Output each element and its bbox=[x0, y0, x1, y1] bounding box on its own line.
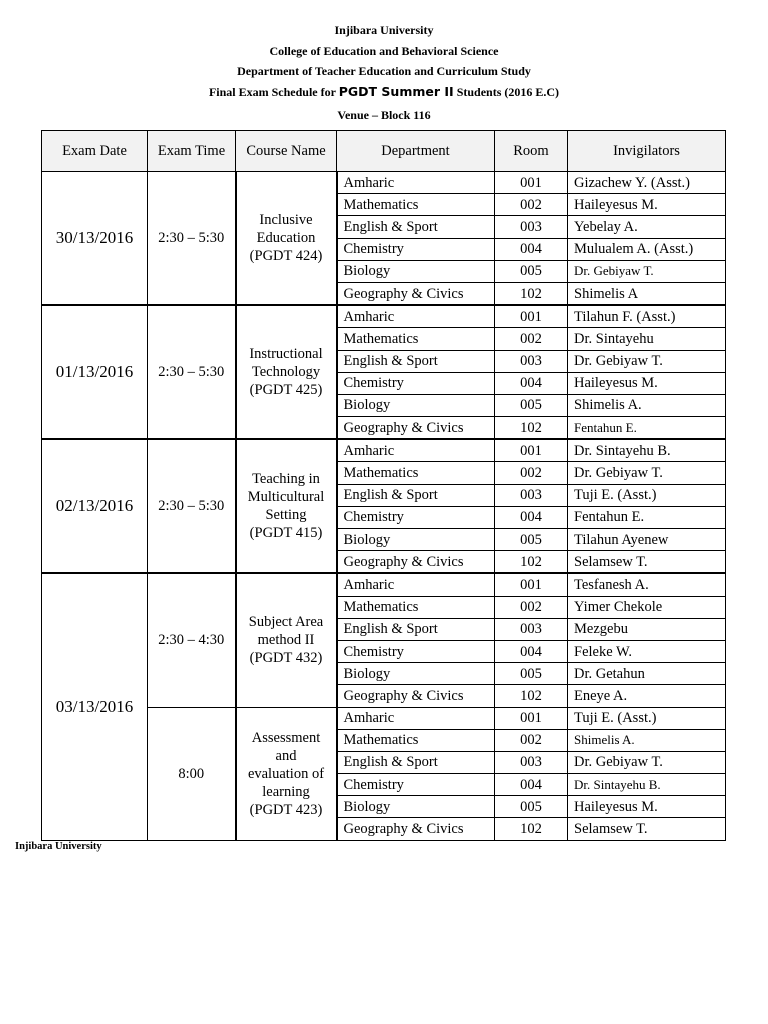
room-cell: 005 bbox=[495, 394, 568, 416]
course-name-line: Inclusive bbox=[259, 212, 313, 229]
invigilator-cell: Yimer Chekole bbox=[568, 596, 726, 618]
col-header-exam-time: Exam Time bbox=[148, 131, 236, 172]
invigilator-cell: Dr. Gebiyaw T. bbox=[568, 260, 726, 282]
department-cell: Geography & Civics bbox=[337, 551, 495, 574]
department-cell: Biology bbox=[337, 260, 495, 282]
department-cell: Amharic bbox=[337, 439, 495, 462]
invigilator-cell: Dr. Gebiyaw T. bbox=[568, 462, 726, 484]
room-cell: 002 bbox=[495, 462, 568, 484]
room-cell: 003 bbox=[495, 350, 568, 372]
invigilator-cell: Yebelay A. bbox=[568, 216, 726, 238]
invigilator-cell: Haileyesus M. bbox=[568, 796, 726, 818]
table-row bbox=[42, 172, 726, 194]
room-cell: 002 bbox=[495, 729, 568, 751]
department-cell: Amharic bbox=[337, 305, 495, 328]
course-name-cell bbox=[236, 305, 337, 439]
room-cell: 003 bbox=[495, 751, 568, 773]
department-cell: Amharic bbox=[337, 707, 495, 729]
room-cell: 001 bbox=[495, 305, 568, 328]
col-header-invigilators: Invigilators bbox=[568, 131, 726, 172]
room-cell: 102 bbox=[495, 818, 568, 840]
document-header bbox=[0, 20, 768, 126]
room-cell: 003 bbox=[495, 618, 568, 640]
invigilator-cell: Selamsew T. bbox=[568, 818, 726, 840]
department-cell: Amharic bbox=[337, 172, 495, 194]
course-name-line: evaluation of bbox=[247, 765, 325, 782]
invigilator-cell: Mulualem A. (Asst.) bbox=[568, 238, 726, 260]
table-row bbox=[42, 439, 726, 462]
room-cell: 003 bbox=[495, 216, 568, 238]
room-cell: 004 bbox=[495, 506, 568, 528]
invigilator-cell: Dr. Gebiyaw T. bbox=[568, 350, 726, 372]
table-header-row bbox=[42, 131, 726, 172]
room-cell: 001 bbox=[495, 172, 568, 194]
schedule-title bbox=[0, 82, 768, 103]
invigilator-cell: Shimelis A bbox=[568, 282, 726, 305]
title-suffix: Students (2016 E.C) bbox=[453, 84, 560, 99]
invigilator-cell: Tesfanesh A. bbox=[568, 573, 726, 596]
room-cell: 005 bbox=[495, 260, 568, 282]
exam-time-cell: 2:30 – 5:30 bbox=[148, 439, 236, 573]
col-header-exam-date: Exam Date bbox=[42, 131, 148, 172]
department-cell: Amharic bbox=[337, 573, 495, 596]
exam-time-cell: 2:30 – 4:30 bbox=[148, 573, 236, 707]
room-cell: 102 bbox=[495, 282, 568, 305]
department-cell: Biology bbox=[337, 529, 495, 551]
invigilator-cell: Tuji E. (Asst.) bbox=[568, 707, 726, 729]
footer-text: Injibara University bbox=[15, 841, 102, 852]
title-program: PGDT Summer II bbox=[338, 83, 454, 99]
department-cell: Mathematics bbox=[337, 462, 495, 484]
room-cell: 001 bbox=[495, 707, 568, 729]
invigilator-cell: Selamsew T. bbox=[568, 551, 726, 574]
course-name-cell bbox=[236, 573, 337, 707]
room-cell: 002 bbox=[495, 194, 568, 216]
invigilator-cell: Tuji E. (Asst.) bbox=[568, 484, 726, 506]
invigilator-cell: Tilahun Ayenew bbox=[568, 529, 726, 551]
invigilator-cell: Dr. Gebiyaw T. bbox=[568, 751, 726, 773]
table-row bbox=[42, 573, 726, 596]
room-cell: 005 bbox=[495, 663, 568, 685]
invigilator-cell: Haileyesus M. bbox=[568, 372, 726, 394]
invigilator-cell: Dr. Sintayehu B. bbox=[568, 774, 726, 796]
course-name-line: Setting bbox=[265, 507, 307, 524]
department-cell: Biology bbox=[337, 796, 495, 818]
room-cell: 001 bbox=[495, 573, 568, 596]
invigilator-cell: Dr. Sintayehu B. bbox=[568, 439, 726, 462]
department-cell: Mathematics bbox=[337, 596, 495, 618]
department-cell: Chemistry bbox=[337, 506, 495, 528]
department-cell: Geography & Civics bbox=[337, 417, 495, 440]
invigilator-cell: Fentahun E. bbox=[568, 417, 726, 440]
department-cell: Chemistry bbox=[337, 640, 495, 662]
invigilator-cell: Gizachew Y. (Asst.) bbox=[568, 172, 726, 194]
exam-schedule-table bbox=[41, 130, 726, 841]
course-name-line: and bbox=[275, 747, 297, 764]
department-cell: Mathematics bbox=[337, 328, 495, 350]
room-cell: 004 bbox=[495, 640, 568, 662]
col-header-course-name: Course Name bbox=[236, 131, 337, 172]
room-cell: 002 bbox=[495, 328, 568, 350]
room-cell: 102 bbox=[495, 551, 568, 574]
course-name-line: Instructional bbox=[249, 346, 323, 363]
department-cell: Geography & Civics bbox=[337, 685, 495, 707]
department-cell: Biology bbox=[337, 394, 495, 416]
room-cell: 102 bbox=[495, 685, 568, 707]
course-name-line: (PGDT 432) bbox=[249, 650, 323, 667]
room-cell: 003 bbox=[495, 484, 568, 506]
department-cell: English & Sport bbox=[337, 618, 495, 640]
course-name-line: method II bbox=[257, 632, 315, 649]
department-cell: Chemistry bbox=[337, 372, 495, 394]
department-cell: English & Sport bbox=[337, 751, 495, 773]
invigilator-cell: Shimelis A. bbox=[568, 394, 726, 416]
course-name-cell bbox=[236, 707, 337, 840]
course-name-line: Education bbox=[256, 230, 316, 247]
exam-time-cell: 2:30 – 5:30 bbox=[148, 172, 236, 306]
invigilator-cell: Tilahun F. (Asst.) bbox=[568, 305, 726, 328]
schedule-body bbox=[42, 172, 726, 841]
course-name-line: Teaching in bbox=[252, 471, 320, 488]
room-cell: 001 bbox=[495, 439, 568, 462]
department-cell: English & Sport bbox=[337, 484, 495, 506]
invigilator-cell: Fentahun E. bbox=[568, 506, 726, 528]
department-cell: Chemistry bbox=[337, 238, 495, 260]
course-name-line: Assessment bbox=[251, 729, 321, 746]
department-cell: Geography & Civics bbox=[337, 818, 495, 840]
course-name-line: Multicultural bbox=[247, 489, 325, 506]
invigilator-cell: Eneye A. bbox=[568, 685, 726, 707]
course-name-cell bbox=[236, 172, 337, 306]
invigilator-cell: Dr. Getahun bbox=[568, 663, 726, 685]
venue-line: Venue – Block 116 bbox=[337, 108, 431, 122]
exam-date-cell: 01/13/2016 bbox=[42, 305, 148, 439]
exam-time-cell: 2:30 – 5:30 bbox=[148, 305, 236, 439]
room-cell: 005 bbox=[495, 796, 568, 818]
course-name-line: (PGDT 415) bbox=[249, 525, 323, 542]
invigilator-cell: Dr. Sintayehu bbox=[568, 328, 726, 350]
course-name-cell bbox=[236, 439, 337, 573]
table-row bbox=[42, 305, 726, 328]
exam-date-cell: 03/13/2016 bbox=[42, 573, 148, 840]
room-cell: 004 bbox=[495, 372, 568, 394]
title-prefix: Final Exam Schedule for bbox=[208, 84, 339, 99]
col-header-department: Department bbox=[337, 131, 495, 172]
university-name: Injibara University bbox=[334, 23, 434, 37]
course-name-line: (PGDT 425) bbox=[249, 382, 323, 399]
department-cell: English & Sport bbox=[337, 216, 495, 238]
department-cell: Geography & Civics bbox=[337, 282, 495, 305]
exam-date-cell: 02/13/2016 bbox=[42, 439, 148, 573]
col-header-room: Room bbox=[495, 131, 568, 172]
room-cell: 102 bbox=[495, 417, 568, 440]
invigilator-cell: Haileyesus M. bbox=[568, 194, 726, 216]
course-name-line: (PGDT 424) bbox=[249, 248, 323, 265]
college-name: College of Education and Behavioral Science bbox=[269, 43, 499, 58]
exam-time-cell: 8:00 bbox=[148, 707, 236, 840]
invigilator-cell: Shimelis A. bbox=[568, 729, 726, 751]
department-cell: Mathematics bbox=[337, 194, 495, 216]
exam-date-cell: 30/13/2016 bbox=[42, 172, 148, 306]
course-name-line: Subject Area bbox=[248, 614, 324, 631]
department-cell: Mathematics bbox=[337, 729, 495, 751]
course-name-line: Technology bbox=[251, 364, 321, 381]
room-cell: 002 bbox=[495, 596, 568, 618]
room-cell: 004 bbox=[495, 238, 568, 260]
invigilator-cell: Feleke W. bbox=[568, 640, 726, 662]
department-name: Department of Teacher Education and Curriculum Study bbox=[237, 64, 531, 78]
course-name-line: (PGDT 423) bbox=[249, 801, 323, 818]
department-cell: Biology bbox=[337, 663, 495, 685]
room-cell: 004 bbox=[495, 774, 568, 796]
course-name-line: learning bbox=[262, 783, 310, 800]
room-cell: 005 bbox=[495, 529, 568, 551]
department-cell: Chemistry bbox=[337, 774, 495, 796]
invigilator-cell: Mezgebu bbox=[568, 618, 726, 640]
department-cell: English & Sport bbox=[337, 350, 495, 372]
